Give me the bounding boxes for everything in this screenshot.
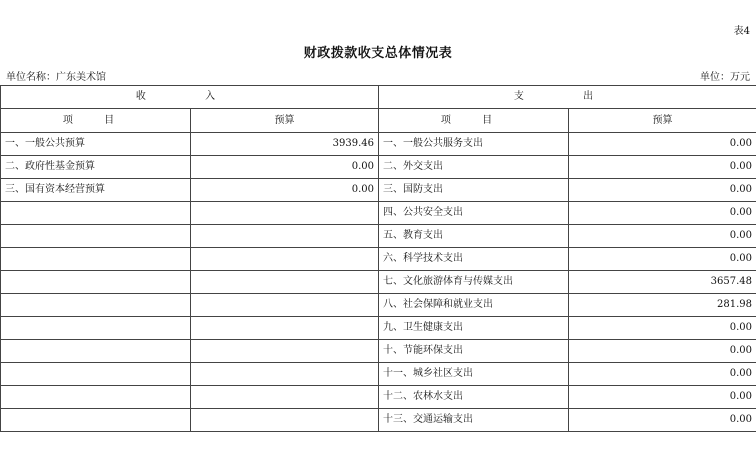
expense-value: 3657.48 [569,271,756,294]
currency-unit: 单位：万元 [700,72,750,83]
empty-cell [191,271,379,294]
empty-cell [1,340,191,363]
budget-table [0,85,756,432]
income-header: 收 入 [1,86,379,109]
table-row [1,156,756,179]
expense-item: 二、外交支出 [379,156,569,179]
empty-cell [1,317,191,340]
income-item: 一、一般公共预算 [1,133,191,156]
table-row [1,409,756,432]
expense-header: 支 出 [379,86,756,109]
income-value: 3939.46 [191,133,379,156]
empty-cell [1,386,191,409]
empty-cell [191,202,379,225]
income-item: 二、政府性基金预算 [1,156,191,179]
expense-item-header: 项 目 [379,109,569,133]
income-budget-header: 预算 [191,109,379,133]
expense-value: 0.00 [569,179,756,202]
empty-cell [1,248,191,271]
expense-value: 0.00 [569,317,756,340]
empty-cell [191,225,379,248]
empty-cell [1,225,191,248]
expense-value: 0.00 [569,409,756,432]
expense-item: 十一、城乡社区支出 [379,363,569,386]
empty-cell [191,294,379,317]
expense-value: 0.00 [569,156,756,179]
expense-item: 十二、农林水支出 [379,386,569,409]
table-row [1,363,756,386]
expense-value: 281.98 [569,294,756,317]
table-row [1,133,756,156]
table-row [1,225,756,248]
expense-item: 十、节能环保支出 [379,340,569,363]
table-row [1,340,756,363]
expense-value: 0.00 [569,133,756,156]
income-value: 0.00 [191,179,379,202]
income-item: 三、国有资本经营预算 [1,179,191,202]
empty-cell [191,363,379,386]
empty-cell [191,340,379,363]
empty-cell [1,202,191,225]
table-row [1,317,756,340]
table-row [1,248,756,271]
unit-name: 单位名称：广东美术馆 [6,72,106,83]
income-item-header: 项 目 [1,109,191,133]
expense-item: 十三、交通运输支出 [379,409,569,432]
expense-item: 七、文化旅游体育与传媒支出 [379,271,569,294]
expense-item: 三、国防支出 [379,179,569,202]
empty-cell [191,386,379,409]
expense-value: 0.00 [569,386,756,409]
empty-cell [1,409,191,432]
empty-cell [191,409,379,432]
expense-item: 五、教育支出 [379,225,569,248]
expense-value: 0.00 [569,340,756,363]
section-header-row [1,86,756,109]
expense-value: 0.00 [569,202,756,225]
empty-cell [1,363,191,386]
expense-value: 0.00 [569,225,756,248]
expense-item: 一、一般公共服务支出 [379,133,569,156]
expense-item: 六、科学技术支出 [379,248,569,271]
empty-cell [1,294,191,317]
empty-cell [191,317,379,340]
table-row [1,294,756,317]
expense-item: 四、公共安全支出 [379,202,569,225]
expense-value: 0.00 [569,248,756,271]
expense-budget-header: 预算 [569,109,756,133]
expense-item: 九、卫生健康支出 [379,317,569,340]
column-header-row [1,109,756,133]
table-row [1,202,756,225]
table-row [1,271,756,294]
empty-cell [1,271,191,294]
expense-item: 八、社会保障和就业支出 [379,294,569,317]
table-row [1,386,756,409]
income-value: 0.00 [191,156,379,179]
expense-value: 0.00 [569,363,756,386]
empty-cell [191,248,379,271]
table-row [1,179,756,202]
table-number: 表4 [733,26,750,37]
page-title: 财政拨款收支总体情况表 [303,46,453,61]
